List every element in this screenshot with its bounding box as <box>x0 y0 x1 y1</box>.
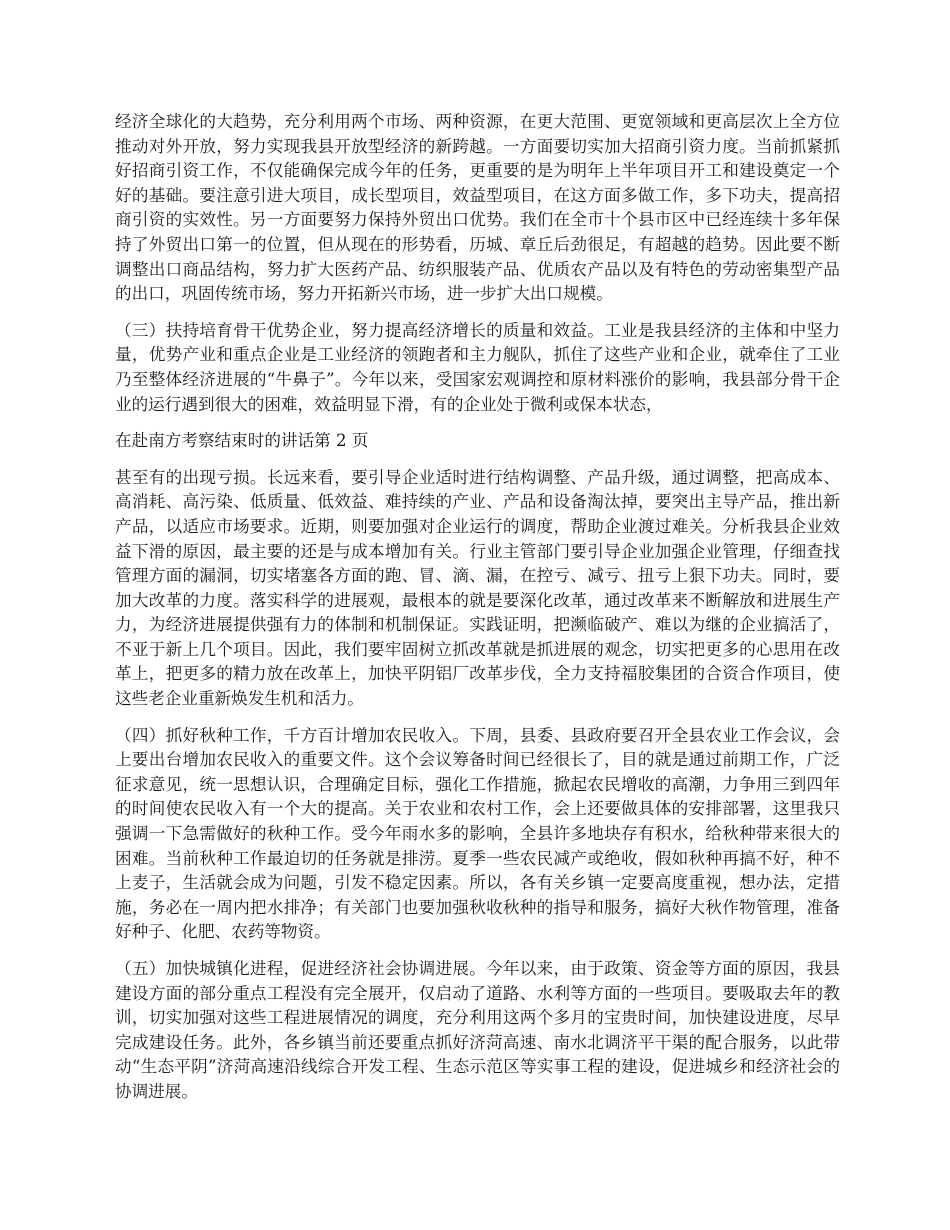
paragraph-foreign-trade: 经济全球化的大趋势，充分利用两个市场、两种资源，在更大范围、更宽领域和更高层次上全方位推动对外开放，努力实现我县开放型经济的新跨越。一方面要切实加大招商引资力度。当前抓紧抓好招商引资工作，不仅能确保完成今年的任务，更重要的是为明年上半年项目开工和建设奠定一个好的基础。要注意引进大项目，成长型项目，效益型项目，在这方面多做工作，多下功夫，提高招商引资的实效性。另一方面要努力保持外贸出口优势。我们在全市十个县市区中已经连续十多年保持了外贸出口第一的位置，但从现在的形势看，历城、章丘后劲很足，有超越的趋势。因此要不断调整出口商品结构，努力扩大医药产品、纺织服装产品、优质农产品以及有特色的劳动密集型产品的出口，巩固传统市场，努力开拓新兴市场，进一步扩大出口规模。 <box>115 112 840 304</box>
paragraph-key-enterprises: （三）扶持培育骨干优势企业，努力提高经济增长的质量和效益。工业是我县经济的主体和中坚力量，优势产业和重点企业是工业经济的领跑者和主力舰队，抓住了这些产业和企业，就牵住了工业乃至整体经济进展的“牛鼻子”。今年以来，受国家宏观调控和原材料涨价的影响，我县部分骨干企业的运行遇到很大的困难，效益明显下滑，有的企业处于微利或保本状态， <box>115 320 840 414</box>
paragraph-enterprise-reform: 甚至有的出现亏损。长远来看，要引导企业适时进行结构调整、产品升级，通过调整，把高成本、高消耗、高污染、低质量、低效益、难持续的产业、产品和设备淘汰掉，要突出主导产品，推出新产品，以适应市场要求。近期，则要加强对企业运行的调度，帮助企业渡过难关。分析我县企业效益下滑的原因，最主要的还是与成本增加有关。行业主管部门要引导企业加强企业管理，仔细查找管理方面的漏洞，切实堵塞各方面的跑、冒、滴、漏，在控亏、减亏、扭亏上狠下功夫。同时，要加大改革的力度。落实科学的进展观，最根本的就是要深化改革，通过改革来不断解放和进展生产力，为经济进展提供强有力的体制和机制保证。实践证明，把濒临破产、难以为继的企业搞活了，不亚于新上几个项目。因此，我们要牢固树立抓改革就是抓进展的观念，切实把更多的心思用在改革上，把更多的精力放在改革上，加快平阴铝厂改革步伐，全力支持福胶集团的合资合作项目，使这些老企业重新焕发生机和活力。 <box>115 467 840 709</box>
page-marker: 在赴南方考察结束时的讲话第 2 页 <box>115 431 369 451</box>
document-body <box>115 110 840 1117</box>
paragraph-urbanization: （五）加快城镇化进程，促进经济社会协调进展。今年以来，由于政策、资金等方面的原因，我县建设方面的部分重点工程没有完全展开，仅启动了道路、水利等方面的一些项目。要吸取去年的教训，切实加强对这些工程进展情况的调度，充分利用这两个多月的宝贵时间，加快建设进度，尽早完成建设任务。此外，各乡镇当前还要重点抓好济菏高速、南水北调济平干渠的配合服务，以此带动“生态平阴”济菏高速沿线综合开发工程、生态示范区等实事工程的建设，促进城乡和经济社会的协调进展。 <box>115 959 840 1101</box>
paragraph-autumn-sowing: （四）抓好秋种工作，千方百计增加农民收入。下周，县委、县政府要召开全县农业工作会议，会上要出台增加农民收入的重要文件。这个会议筹备时间已经很长了，目的就是通过前期工作，广泛征求意见，统一思想认识，合理确定目标，强化工作措施，掀起农民增收的高潮，力争用三到四年的时间使农民收入有一个大的提高。关于农业和农村工作，会上还要做具体的安排部署，这里我只强调一下急需做好的秋种工作。受今年雨水多的影响，全县许多地块存有积水，给秋种带来很大的困难。当前秋种工作最迫切的任务就是排涝。夏季一些农民减产或绝收，假如秋种再搞不好，种不上麦子，生活就会成为问题，引发不稳定因素。所以，各有关乡镇一定要高度重视，想办法，定措施，务必在一周内把水排净；有关部门也要加强秋收秋种的指导和服务，搞好大秋作物管理，准备好种子、化肥、农药等物资。 <box>115 725 840 942</box>
